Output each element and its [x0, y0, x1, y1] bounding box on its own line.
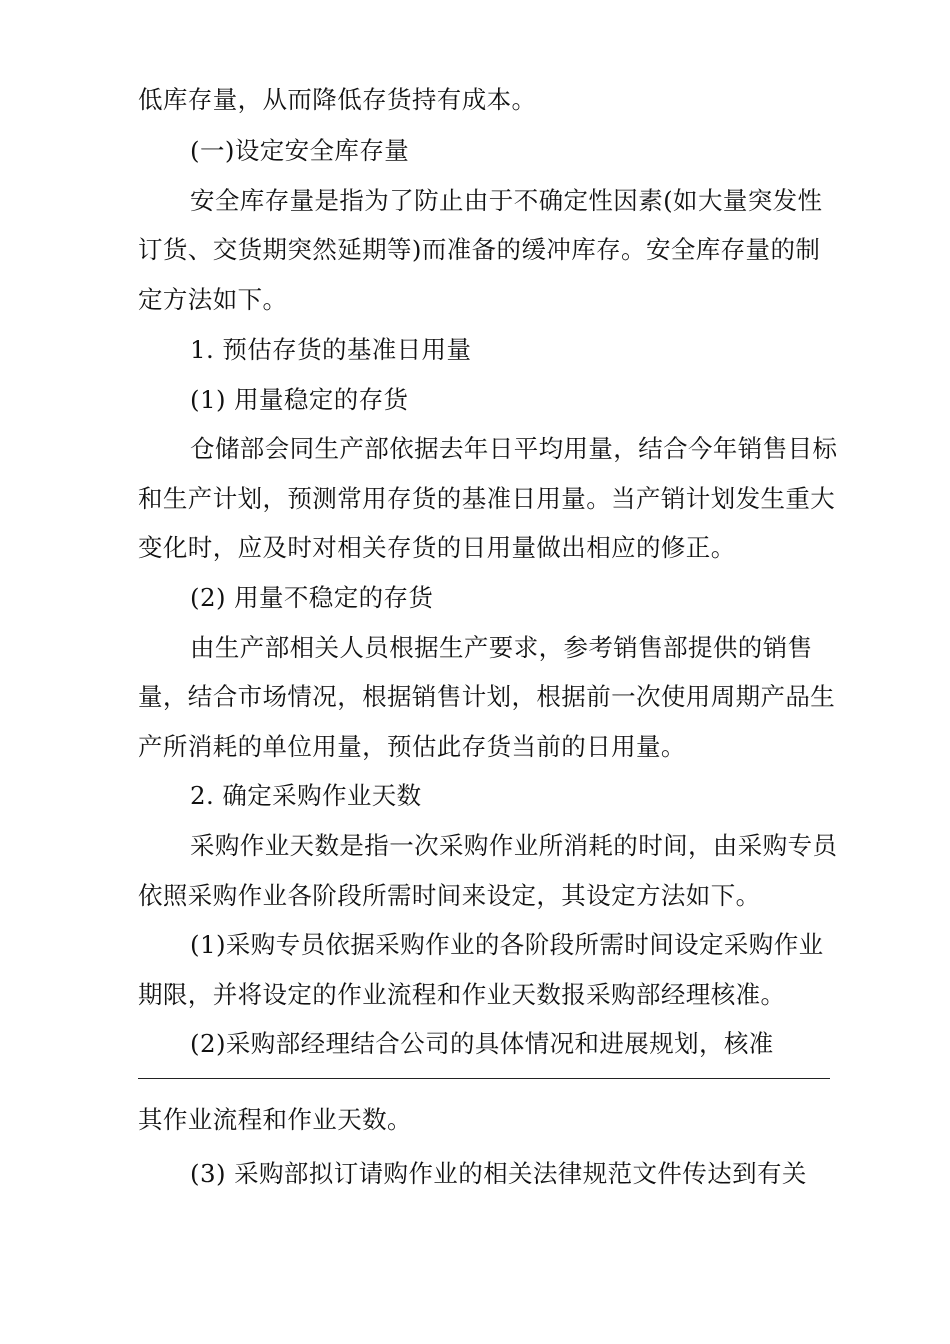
- text-line: 仓储部会同生产部依据去年日平均用量，结合今年销售目标: [190, 434, 838, 463]
- text-line: 依照采购作业各阶段所需时间来设定，其设定方法如下。: [138, 881, 761, 910]
- horizontal-rule: [138, 1078, 830, 1079]
- text-line: 定方法如下。: [138, 285, 288, 314]
- section-heading: (一)设定安全库存量: [190, 136, 410, 165]
- text-line: 期限，并将设定的作业流程和作业天数报采购部经理核准。: [138, 980, 786, 1009]
- text-line: 产所消耗的单位用量，预估此存货当前的日用量。: [138, 732, 686, 761]
- subsection-heading: 2. 确定采购作业天数: [190, 781, 422, 810]
- subsection-heading: 1. 预估存货的基准日用量: [190, 335, 472, 364]
- text-line: 量，结合市场情况，根据销售计划，根据前一次使用周期产品生: [138, 682, 836, 711]
- text-line: (3) 采购部拟订请购作业的相关法律规范文件传达到有关: [190, 1159, 807, 1188]
- text-line: 订货、交货期突然延期等)而准备的缓冲库存。安全库存量的制: [138, 235, 821, 264]
- text-line: 和生产计划，预测常用存货的基准日用量。当产销计划发生重大: [138, 484, 836, 513]
- text-line: 采购作业天数是指一次采购作业所消耗的时间，由采购专员: [190, 831, 838, 860]
- text-line: (1)采购专员依据采购作业的各阶段所需时间设定采购作业: [190, 930, 824, 959]
- text-line: (2)采购部经理结合公司的具体情况和进展规划，核准: [190, 1029, 774, 1058]
- text-line: 由生产部相关人员根据生产要求，参考销售部提供的销售: [190, 633, 813, 662]
- item-heading: (2) 用量不稳定的存货: [190, 583, 434, 612]
- text-line: 安全库存量是指为了防止由于不确定性因素(如大量突发性: [190, 186, 823, 215]
- text-line: 低库存量，从而降低存货持有成本。: [138, 85, 537, 114]
- item-heading: (1) 用量稳定的存货: [190, 385, 409, 414]
- text-line: 变化时，应及时对相关存货的日用量做出相应的修正。: [138, 533, 736, 562]
- text-line: 其作业流程和作业天数。: [138, 1105, 412, 1134]
